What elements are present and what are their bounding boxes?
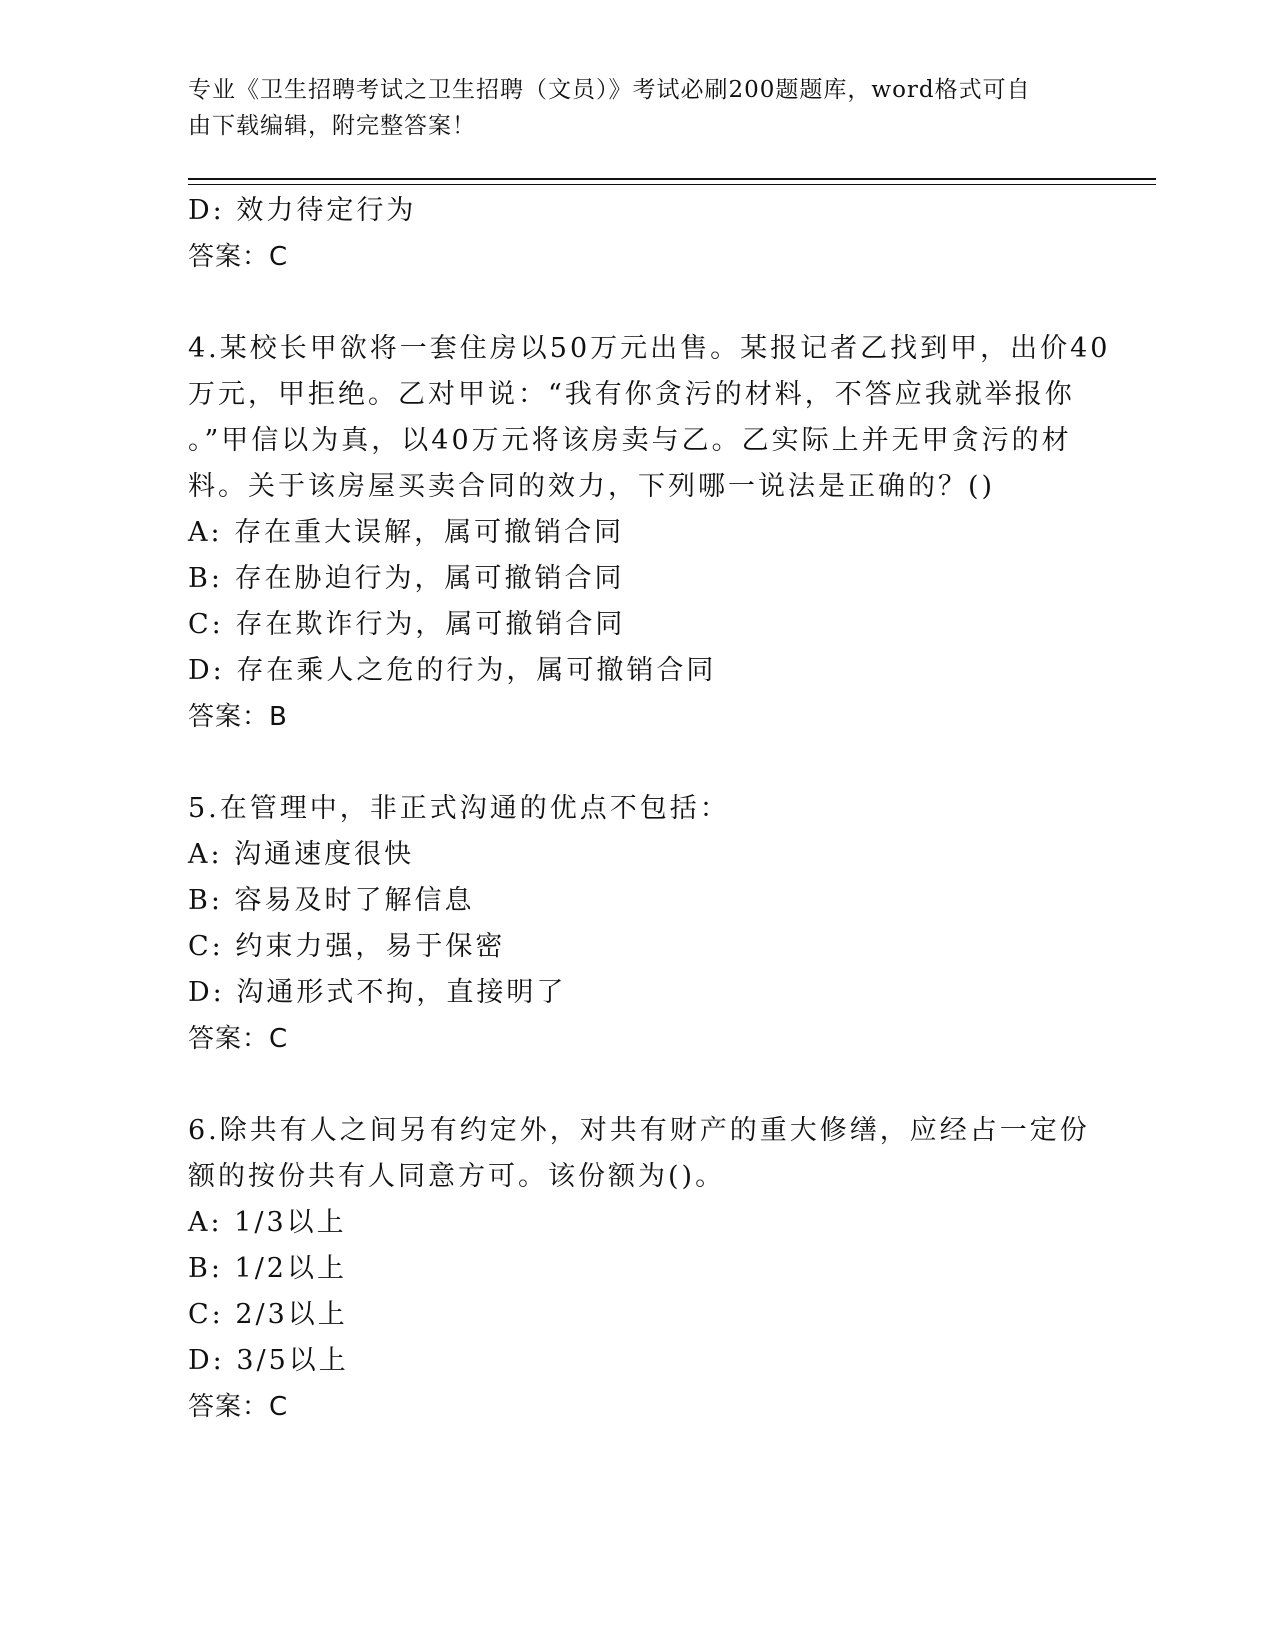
question-stem [188, 326, 1111, 510]
option-a: A: 存在重大误解，属可撤销合同 [188, 517, 625, 548]
stem-line: 万元，甲拒绝。乙对甲说：“我有你贪污的材料，不答应我就举报你 [188, 379, 1075, 410]
question-stem [188, 786, 1088, 832]
answer-line: 答案：C [188, 1392, 289, 1422]
option-b: B: 容易及时了解信息 [188, 885, 475, 916]
question-4 [188, 326, 1111, 740]
option-c: C: 约束力强，易于保密 [188, 931, 506, 962]
option-d: D: 沟通形式不拘，直接明了 [188, 977, 567, 1008]
spacer [188, 1062, 1088, 1108]
stem-line: 料。关于该房屋买卖合同的效力，下列哪一说法是正确的？() [188, 471, 996, 502]
header-rule-thick [188, 178, 1156, 180]
question-6 [188, 1108, 1088, 1430]
option-a: A: 沟通速度很快 [188, 839, 415, 870]
option-a: A: 1/3以上 [188, 1207, 347, 1238]
question-3-tail [188, 188, 1088, 280]
option-b: B: 1/2以上 [188, 1253, 347, 1284]
spacer [188, 740, 1088, 786]
header-line-1: 专业《卫生招聘考试之卫生招聘（文员）》考试必刷200题题库，word格式可自 [188, 77, 1031, 103]
option-b: B: 存在胁迫行为，属可撤销合同 [188, 563, 625, 594]
option-d: D: 效力待定行为 [188, 195, 417, 226]
answer-line: 答案：B [188, 702, 288, 732]
option-c: C: 存在欺诈行为，属可撤销合同 [188, 609, 626, 640]
answer-line: 答案：C [188, 242, 289, 272]
header-rule-thin [188, 184, 1156, 185]
option-d: D: 3/5以上 [188, 1345, 349, 1376]
option-d: D: 存在乘人之危的行为，属可撤销合同 [188, 655, 717, 686]
answer-line: 答案：C [188, 1024, 289, 1054]
question-stem [188, 1108, 1088, 1200]
stem-line: 6.除共有人之间另有约定外，对共有财产的重大修缮，应经占一定份 [188, 1115, 1090, 1146]
stem-line: 4.某校长甲欲将一套住房以50万元出售。某报记者乙找到甲，出价40 [188, 333, 1111, 364]
stem-line: 额的按份共有人同意方可。该份额为()。 [188, 1161, 726, 1192]
stem-line: 。”甲信以为真，以40万元将该房卖与乙。乙实际上并无甲贪污的材 [188, 425, 1072, 456]
stem-line: 5.在管理中，非正式沟通的优点不包括： [188, 793, 730, 824]
spacer [188, 280, 1088, 326]
document-header [188, 72, 1068, 144]
header-line-2: 由下载编辑，附完整答案！ [188, 113, 476, 139]
option-c: C: 2/3以上 [188, 1299, 348, 1330]
question-5 [188, 786, 1088, 1062]
document-body [188, 188, 1111, 1430]
